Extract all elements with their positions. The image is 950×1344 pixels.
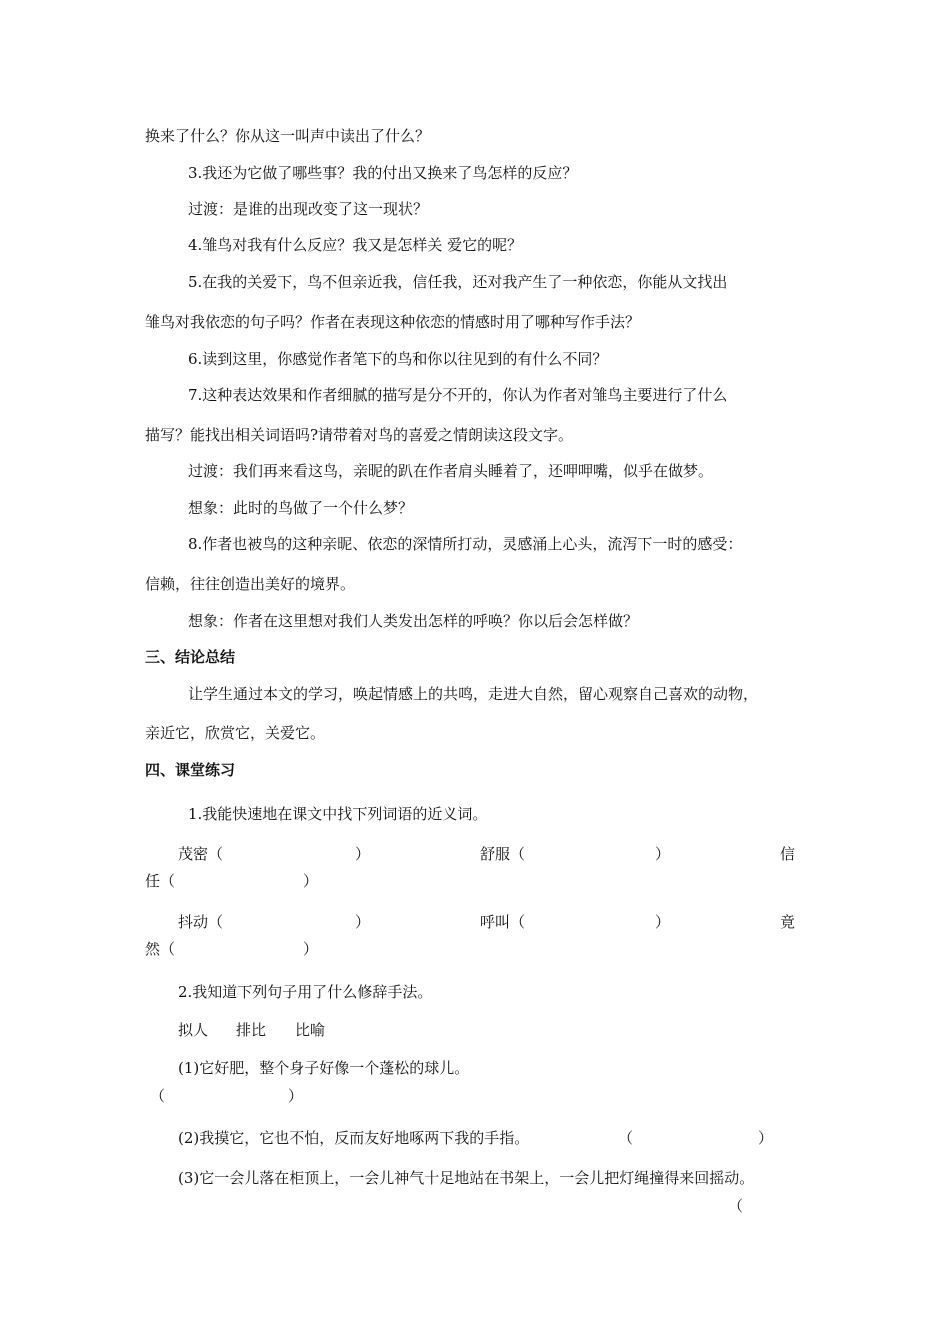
question-8: 8.作者也被鸟的这种亲昵、依恋的深情所打动，灵感涌上心头，流泻下一时的感受： bbox=[188, 535, 743, 553]
question-7: 7.这种表达效果和作者细腻的描写是分不开的，你认为作者对雏鸟主要进行了什么 bbox=[188, 386, 728, 404]
question-5: 5.在我的关爱下，鸟不但亲近我，信任我，还对我产生了一种依恋，你能从文找出 bbox=[188, 273, 728, 291]
blank-close: ） bbox=[655, 845, 671, 863]
word-item: 茂密（ bbox=[178, 845, 224, 863]
option-personification: 拟人 bbox=[178, 1021, 209, 1039]
text-line: 雏鸟对我依恋的句子吗？作者在表现这种依恋的情感时用了哪种写作手法？ bbox=[145, 313, 641, 331]
word-item: 呼叫（ bbox=[480, 913, 526, 931]
blank-open: （ bbox=[728, 1197, 744, 1215]
text-line: 换来了什么？你从这一叫声中读出了什么？ bbox=[145, 127, 431, 145]
question-6: 6.读到这里，你感觉作者笔下的鸟和你以往见到的有什么不同？ bbox=[188, 350, 608, 368]
word-item: 信 bbox=[780, 845, 796, 863]
sentence-3: (3)它一会儿落在柜顶上，一会儿神气十足地站在书架上，一会儿把灯绳撞得来回摇动。 bbox=[178, 1169, 755, 1187]
exercise-1: 1.我能快速地在课文中找下列词语的近义词。 bbox=[188, 805, 488, 823]
imagine-line: 想象：此时的鸟做了一个什么梦？ bbox=[188, 499, 414, 517]
transition-line: 过渡：我们再来看这鸟，亲昵的趴在作者肩头睡着了，还呷呷嘴，似乎在做梦。 bbox=[188, 462, 714, 480]
imagine-line: 想象：作者在这里想对我们人类发出怎样的呼唤？你以后会怎样做？ bbox=[188, 612, 639, 630]
word-item: 竟 bbox=[780, 913, 796, 931]
text-line: 描写？能找出相关词语吗?请带着对鸟的喜爱之情朗读这段文字。 bbox=[145, 426, 574, 444]
sentence-1: (1)它好肥，整个身子好像一个蓬松的球儿。 bbox=[178, 1059, 470, 1077]
text-line: 亲近它，欣赏它，关爱它。 bbox=[145, 724, 326, 742]
blank-close: ） bbox=[355, 845, 371, 863]
word-item: 任（ bbox=[145, 872, 176, 890]
blank-close: ） bbox=[655, 913, 671, 931]
blank-close: ） bbox=[758, 1129, 774, 1147]
section-heading-4: 四、课堂练习 bbox=[145, 761, 236, 779]
section-heading-3: 三、结论总结 bbox=[145, 648, 236, 666]
question-3: 3.我还为它做了哪些事？我的付出又换来了鸟怎样的反应？ bbox=[188, 164, 578, 182]
text-line: 信赖，往往创造出美好的境界。 bbox=[145, 575, 356, 593]
transition-line: 过渡：是谁的出现改变了这一现状？ bbox=[188, 200, 429, 218]
text-line: 让学生通过本文的学习，唤起情感上的共鸣，走进大自然，留心观察自己喜欢的动物， bbox=[188, 685, 759, 703]
option-parallelism: 排比 bbox=[236, 1021, 267, 1039]
blank-close: ） bbox=[303, 872, 319, 890]
blank-close: ） bbox=[303, 940, 319, 958]
exercise-2: 2.我知道下列句子用了什么修辞手法。 bbox=[178, 983, 433, 1001]
word-item: 舒服（ bbox=[480, 845, 526, 863]
word-item: 然（ bbox=[145, 940, 176, 958]
option-simile: 比喻 bbox=[295, 1021, 326, 1039]
blank-close: ） bbox=[355, 913, 371, 931]
blank-close: ） bbox=[288, 1087, 304, 1105]
word-item: 抖动（ bbox=[178, 913, 224, 931]
blank-open: （ bbox=[150, 1087, 166, 1105]
question-4: 4.雏鸟对我有什么反应？我又是怎样关 爱它的呢？ bbox=[188, 236, 523, 254]
sentence-2: (2)我摸它，它也不怕，反而友好地啄两下我的手指。 bbox=[178, 1129, 530, 1147]
blank-open: （ bbox=[618, 1129, 634, 1147]
